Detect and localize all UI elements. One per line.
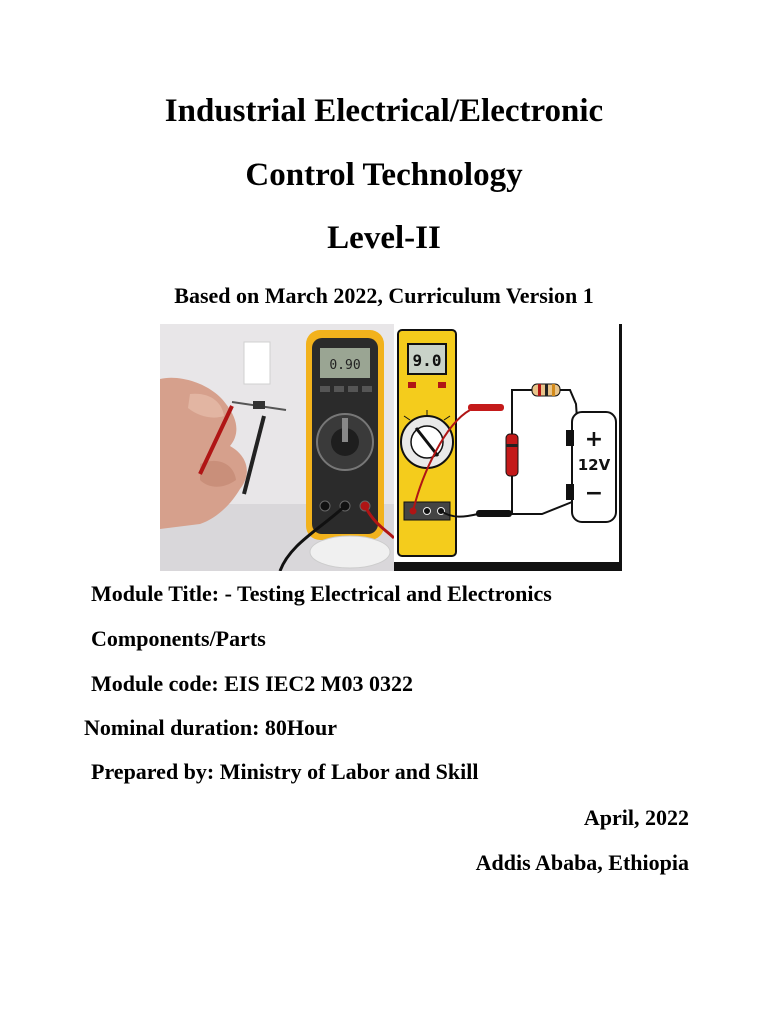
- multimeter-photo: [160, 324, 394, 571]
- curriculum-subtitle: Based on March 2022, Curriculum Version 1: [174, 283, 594, 308]
- page-title-line1: Industrial Electrical/Electronic: [164, 93, 604, 129]
- prepared-by: Prepared by: Ministry of Labor and Skill: [91, 759, 479, 784]
- cover-illustration: [160, 324, 622, 571]
- module-title-line2: Components/Parts: [91, 626, 266, 651]
- module-title-line1: Module Title: - Testing Electrical and Electronics: [91, 581, 552, 606]
- battery-plus-label: +: [584, 427, 604, 452]
- page-title-line2: Control Technology: [245, 157, 523, 193]
- battery-minus-label: −: [584, 481, 604, 506]
- publication-date: April, 2022: [583, 805, 689, 830]
- level-heading: Level-II: [327, 220, 441, 256]
- meter-display-left: 0.90: [329, 358, 361, 373]
- meter-display-right: 9.0: [412, 351, 442, 370]
- circuit-diagram: [394, 324, 622, 571]
- publication-location: Addis Ababa, Ethiopia: [475, 850, 689, 875]
- nominal-duration: Nominal duration: 80Hour: [84, 715, 338, 740]
- battery-voltage-label: 12V: [577, 456, 611, 474]
- module-code: Module code: EIS IEC2 M03 0322: [91, 671, 414, 696]
